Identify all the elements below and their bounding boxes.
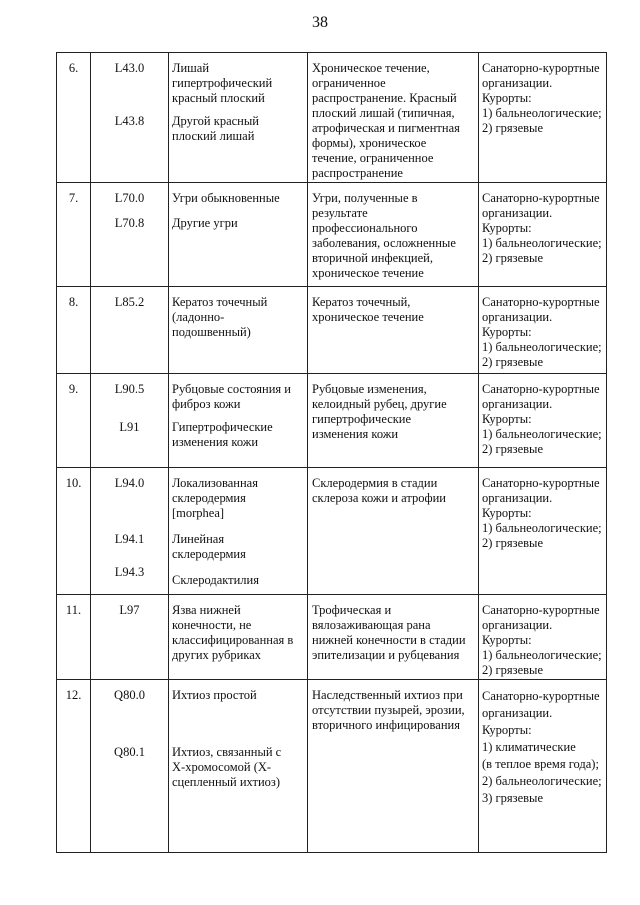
- condition-description: Хроническое течение, ограниченное распространение. Красный плоский лишай (типичная, атрофическая и пигментная формы), хроническое течение, ограниченное распространение: [312, 61, 460, 180]
- treatment-line: Курорты:: [482, 723, 532, 737]
- row-number: 11.: [65, 603, 82, 617]
- disease-name: Линейная склеродермия: [172, 532, 246, 561]
- disease-name: Локализованная склеродермия [morphea]: [172, 476, 258, 520]
- treatment-line: организации.: [482, 618, 553, 632]
- condition-description: Кератоз точечный, хроническое течение: [312, 295, 424, 324]
- treatment-line: Санаторно-курортные: [482, 476, 600, 490]
- treatment-line: Санаторно-курортные: [482, 61, 600, 75]
- icd-code: L91: [119, 420, 140, 434]
- disease-name: Другие угри: [172, 216, 238, 230]
- disease-name: Рубцовые состояния и фиброз кожи: [172, 382, 291, 411]
- treatment-line: Курорты:: [482, 506, 532, 520]
- treatment-line: 1) бальнеологические;: [482, 106, 602, 120]
- disease-name: Язва нижней конечности, не классифицированная в других рубриках: [172, 603, 294, 662]
- table-row: [57, 183, 607, 287]
- treatment-line: 2) грязевые: [482, 536, 543, 550]
- treatment-line: Курорты:: [482, 633, 532, 647]
- page-number: 38: [312, 14, 328, 31]
- treatment-line: Санаторно-курортные: [482, 603, 600, 617]
- treatment-line: Санаторно-курортные: [482, 295, 600, 309]
- treatment-line: 1) бальнеологические;: [482, 648, 602, 662]
- row-number: 6.: [68, 61, 79, 75]
- treatment-line: 2) бальнеологические;: [482, 774, 602, 788]
- treatment-line: 2) грязевые: [482, 251, 543, 265]
- condition-description: Угри, полученные в результате профессионального заболевания, осложненные вторичной инфекцией, хроническое течение: [312, 191, 456, 280]
- icd-code: L94.0: [114, 476, 145, 490]
- condition-description: Наследственный ихтиоз при отсутствии пузырей, эрозии, вторичного инфицирования: [312, 688, 465, 732]
- table-row: [57, 680, 607, 853]
- row-number: 8.: [68, 295, 79, 309]
- treatment-line: организации.: [482, 706, 553, 720]
- row-number: 12.: [65, 688, 82, 702]
- table-row: [57, 53, 607, 183]
- treatment-line: 1) бальнеологические;: [482, 427, 602, 441]
- condition-description: Трофическая и вялозаживающая рана нижней конечности в стадии эпителизации и рубцевания: [312, 603, 466, 662]
- treatment-line: организации.: [482, 76, 553, 90]
- treatment-line: (в теплое время года);: [482, 757, 599, 771]
- table-row: [57, 374, 607, 468]
- disease-name: Лишай гипертрофический красный плоский: [172, 61, 273, 105]
- treatment-line: организации.: [482, 491, 553, 505]
- row-number: 10.: [65, 476, 82, 490]
- disease-name: Склеродактилия: [172, 573, 259, 587]
- treatment-line: 2) грязевые: [482, 442, 543, 456]
- row-number: 7.: [68, 191, 79, 205]
- disease-name: Другой красный плоский лишай: [172, 114, 259, 143]
- icd-code: L85.2: [114, 295, 145, 309]
- treatment-line: Курорты:: [482, 412, 532, 426]
- icd-code: Q80.0: [114, 688, 145, 702]
- disease-name: Ихтиоз простой: [172, 688, 257, 702]
- treatment-line: Санаторно-курортные: [482, 689, 600, 703]
- treatment-line: организации.: [482, 310, 553, 324]
- condition-description: Склеродермия в стадии склероза кожи и атрофии: [312, 476, 446, 505]
- treatment-line: 1) бальнеологические;: [482, 521, 602, 535]
- icd-code: L94.3: [114, 565, 145, 579]
- icd-code: L70.0: [114, 191, 145, 205]
- icd-code: L43.0: [114, 61, 145, 75]
- treatment-line: Санаторно-курортные: [482, 382, 600, 396]
- condition-description: Рубцовые изменения, келоидный рубец, другие гипертрофические изменения кожи: [312, 382, 447, 441]
- treatment-line: 1) бальнеологические;: [482, 340, 602, 354]
- treatment-line: Курорты:: [482, 221, 532, 235]
- treatment-line: Курорты:: [482, 325, 532, 339]
- table-row: [57, 468, 607, 595]
- treatment-line: Санаторно-курортные: [482, 191, 600, 205]
- icd-code: L43.8: [114, 114, 145, 128]
- icd-code: L90.5: [114, 382, 145, 396]
- icd-code: L94.1: [114, 532, 145, 546]
- disease-name: Гипертрофические изменения кожи: [172, 420, 273, 449]
- treatment-line: 2) грязевые: [482, 663, 543, 677]
- row-number: 9.: [68, 382, 79, 396]
- disease-name: Ихтиоз, связанный с X-хромосомой (X- сцепленный ихтиоз): [172, 745, 282, 789]
- icd-code: Q80.1: [114, 745, 145, 759]
- treatment-line: 3) грязевые: [482, 791, 543, 805]
- treatment-line: 2) грязевые: [482, 355, 543, 369]
- treatment-line: 1) климатические: [482, 740, 576, 754]
- icd-code: L70.8: [114, 216, 145, 230]
- treatment-line: Курорты:: [482, 91, 532, 105]
- indications-table: [56, 52, 607, 853]
- treatment-line: организации.: [482, 397, 553, 411]
- disease-name: Угри обыкновенные: [172, 191, 280, 205]
- treatment-line: 2) грязевые: [482, 121, 543, 135]
- table-row: [57, 595, 607, 680]
- table-row: [57, 287, 607, 374]
- disease-name: Кератоз точечный (ладонно- подошвенный): [172, 295, 268, 339]
- treatment-line: организации.: [482, 206, 553, 220]
- treatment-line: 1) бальнеологические;: [482, 236, 602, 250]
- icd-code: L97: [119, 603, 140, 617]
